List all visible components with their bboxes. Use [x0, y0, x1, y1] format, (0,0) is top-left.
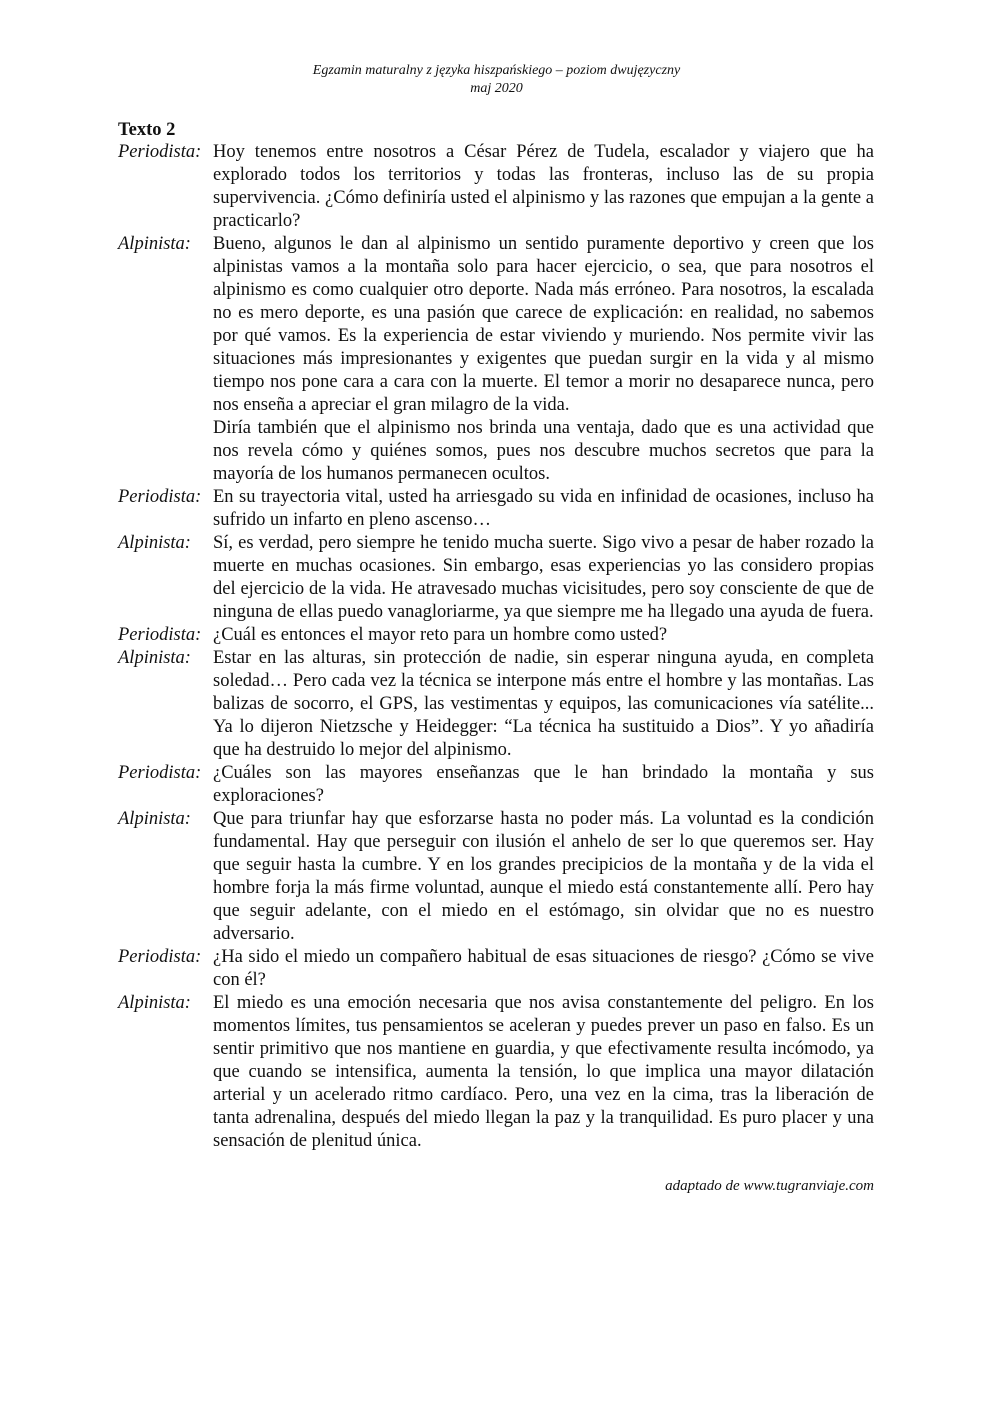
header-exam-title: Egzamin maturalny z języka hiszpańskiego – poziom dwujęzyczny	[312, 63, 681, 78]
interview-dialogue	[118, 141, 874, 1153]
page-header	[0, 62, 993, 98]
speech-paragraph: En su trayectoria vital, usted ha arriesgado su vida en infinidad de ocasiones, incluso ha sufrido un infarto en pleno ascenso…	[213, 487, 874, 530]
dialogue-turn	[118, 946, 874, 992]
dialogue-turn	[118, 762, 874, 808]
speech-paragraph: ¿Cuáles son las mayores enseñanzas que le han brindado la montaña y sus exploraciones?	[213, 763, 874, 806]
speech-paragraph: ¿Ha sido el miedo un compañero habitual de esas situaciones de riesgo? ¿Cómo se vive con él?	[213, 947, 874, 990]
speech	[213, 762, 874, 808]
speech	[213, 992, 874, 1153]
speech-paragraph: Hoy tenemos entre nosotros a César Pérez de Tudela, escalador y viajero que ha explorado todos los territorios y todas las fronteras, incluso las de su propia supervivencia. ¿Cómo definiría usted el alpinismo y las razones que empujan a la gente a practicarlo?	[213, 142, 874, 231]
speech	[213, 647, 874, 762]
speaker-label: Alpinista:	[118, 533, 191, 553]
speech	[213, 808, 874, 946]
dialogue-turn	[118, 233, 874, 486]
dialogue-turn	[118, 624, 874, 647]
speech-paragraph: Que para triunfar hay que esforzarse hasta no poder más. La voluntad es la condición fundamental. Hay que perseguir con ilusión el anhelo de ser lo que queremos ser. Hay que seguir hasta la cumbre. Y en los grandes precipicios de la montaña y de la vida el hombre forja la más firme voluntad, aunque el miedo está constantemente allí. Pero hay que seguir adelante, con el miedo en el estómago, sin olvidar que no es nuestro adversario.	[213, 809, 874, 944]
speaker-label: Alpinista:	[118, 234, 191, 254]
dialogue-turn	[118, 486, 874, 532]
speech-paragraph: Estar en las alturas, sin protección de nadie, sin esperar ninguna ayuda, en completa soledad… Pero cada vez la técnica se interpone más entre el hombre y las montañas. Las balizas de socorro, el GPS, las vestimentas y equipos, las comunicaciones vía satélite... Ya lo dijeron Nietzsche y Heidegger: “La técnica ha sustituido a Dios”. Y yo añadiría que ha destruido lo mejor del alpinismo.	[213, 648, 874, 760]
speaker-label: Periodista:	[118, 763, 202, 783]
header-date: maj 2020	[470, 81, 523, 96]
speech	[213, 946, 874, 992]
speech	[213, 532, 874, 624]
speaker-label: Periodista:	[118, 625, 202, 645]
speech-paragraph: ¿Cuál es entonces el mayor reto para un hombre como usted?	[213, 625, 668, 645]
speaker-label: Alpinista:	[118, 809, 191, 829]
speaker-label: Periodista:	[118, 142, 202, 162]
speech-paragraph: El miedo es una emoción necesaria que nos avisa constantemente del peligro. En los momentos límites, tus pensamientos se aceleran y puedes prever un paso en falso. Es un sentir primitivo que nos mantiene en guardia, y que efectivamente resulta incómodo, ya que cuando se intensifica, aumenta la tensión, lo que implica una mayor dilatación arterial y un acelerado ritmo cardíaco. Pero, una vez en la cima, tras la liberación de tanta adrenalina, después del miedo llegan la paz y la tranquilidad. Es puro placer y una sensación de plenitud única.	[213, 993, 874, 1151]
speech	[213, 233, 874, 486]
speech	[213, 486, 874, 532]
speaker-label: Alpinista:	[118, 993, 191, 1013]
source-citation: adaptado de www.tugranviaje.com	[665, 1178, 874, 1194]
speaker-label: Alpinista:	[118, 648, 191, 668]
speech-paragraph: Diría también que el alpinismo nos brinda una ventaja, dado que es una actividad que nos revela cómo y quiénes somos, pues nos descubre muchos secretos que para la mayoría de los humanos permanecen ocultos.	[213, 418, 874, 484]
speaker-label: Periodista:	[118, 947, 202, 967]
text-title: Texto 2	[118, 120, 176, 140]
speech	[213, 141, 874, 233]
speech-paragraph: Sí, es verdad, pero siempre he tenido mucha suerte. Sigo vivo a pesar de haber rozado la muerte en muchas ocasiones. Sin embargo, esas experiencias yo las considero propias del ejercicio de la vida. He atravesado muchas vicisitudes, pero soy consciente de que de ninguna de ellas puedo vanagloriarme, ya que siempre me ha llegado una ayuda de fuera.	[213, 533, 874, 622]
dialogue-turn	[118, 808, 874, 946]
speech-paragraph: Bueno, algunos le dan al alpinismo un sentido puramente deportivo y creen que los alpinistas vamos a la montaña solo para hacer ejercicio, o sea, que para nosotros el alpinismo es como cualquier otro deporte. Nada más erróneo. Para nosotros, la escalada no es mero deporte, es una pasión que carece de explicación: en realidad, no sabemos por qué vamos. Es la experiencia de estar viviendo y muriendo. Nos permite vivir las situaciones más impresionantes y exigentes que puedan surgir en la vida y al mismo tiempo nos pone cara a cara con la muerte. El temor a morir no desaparece nunca, pero nos enseña a apreciar el gran milagro de la vida.	[213, 234, 874, 415]
dialogue-turn	[118, 647, 874, 762]
dialogue-turn	[118, 532, 874, 624]
dialogue-turn	[118, 141, 874, 233]
speaker-label: Periodista:	[118, 487, 202, 507]
speech	[213, 624, 874, 647]
dialogue-turn	[118, 992, 874, 1153]
